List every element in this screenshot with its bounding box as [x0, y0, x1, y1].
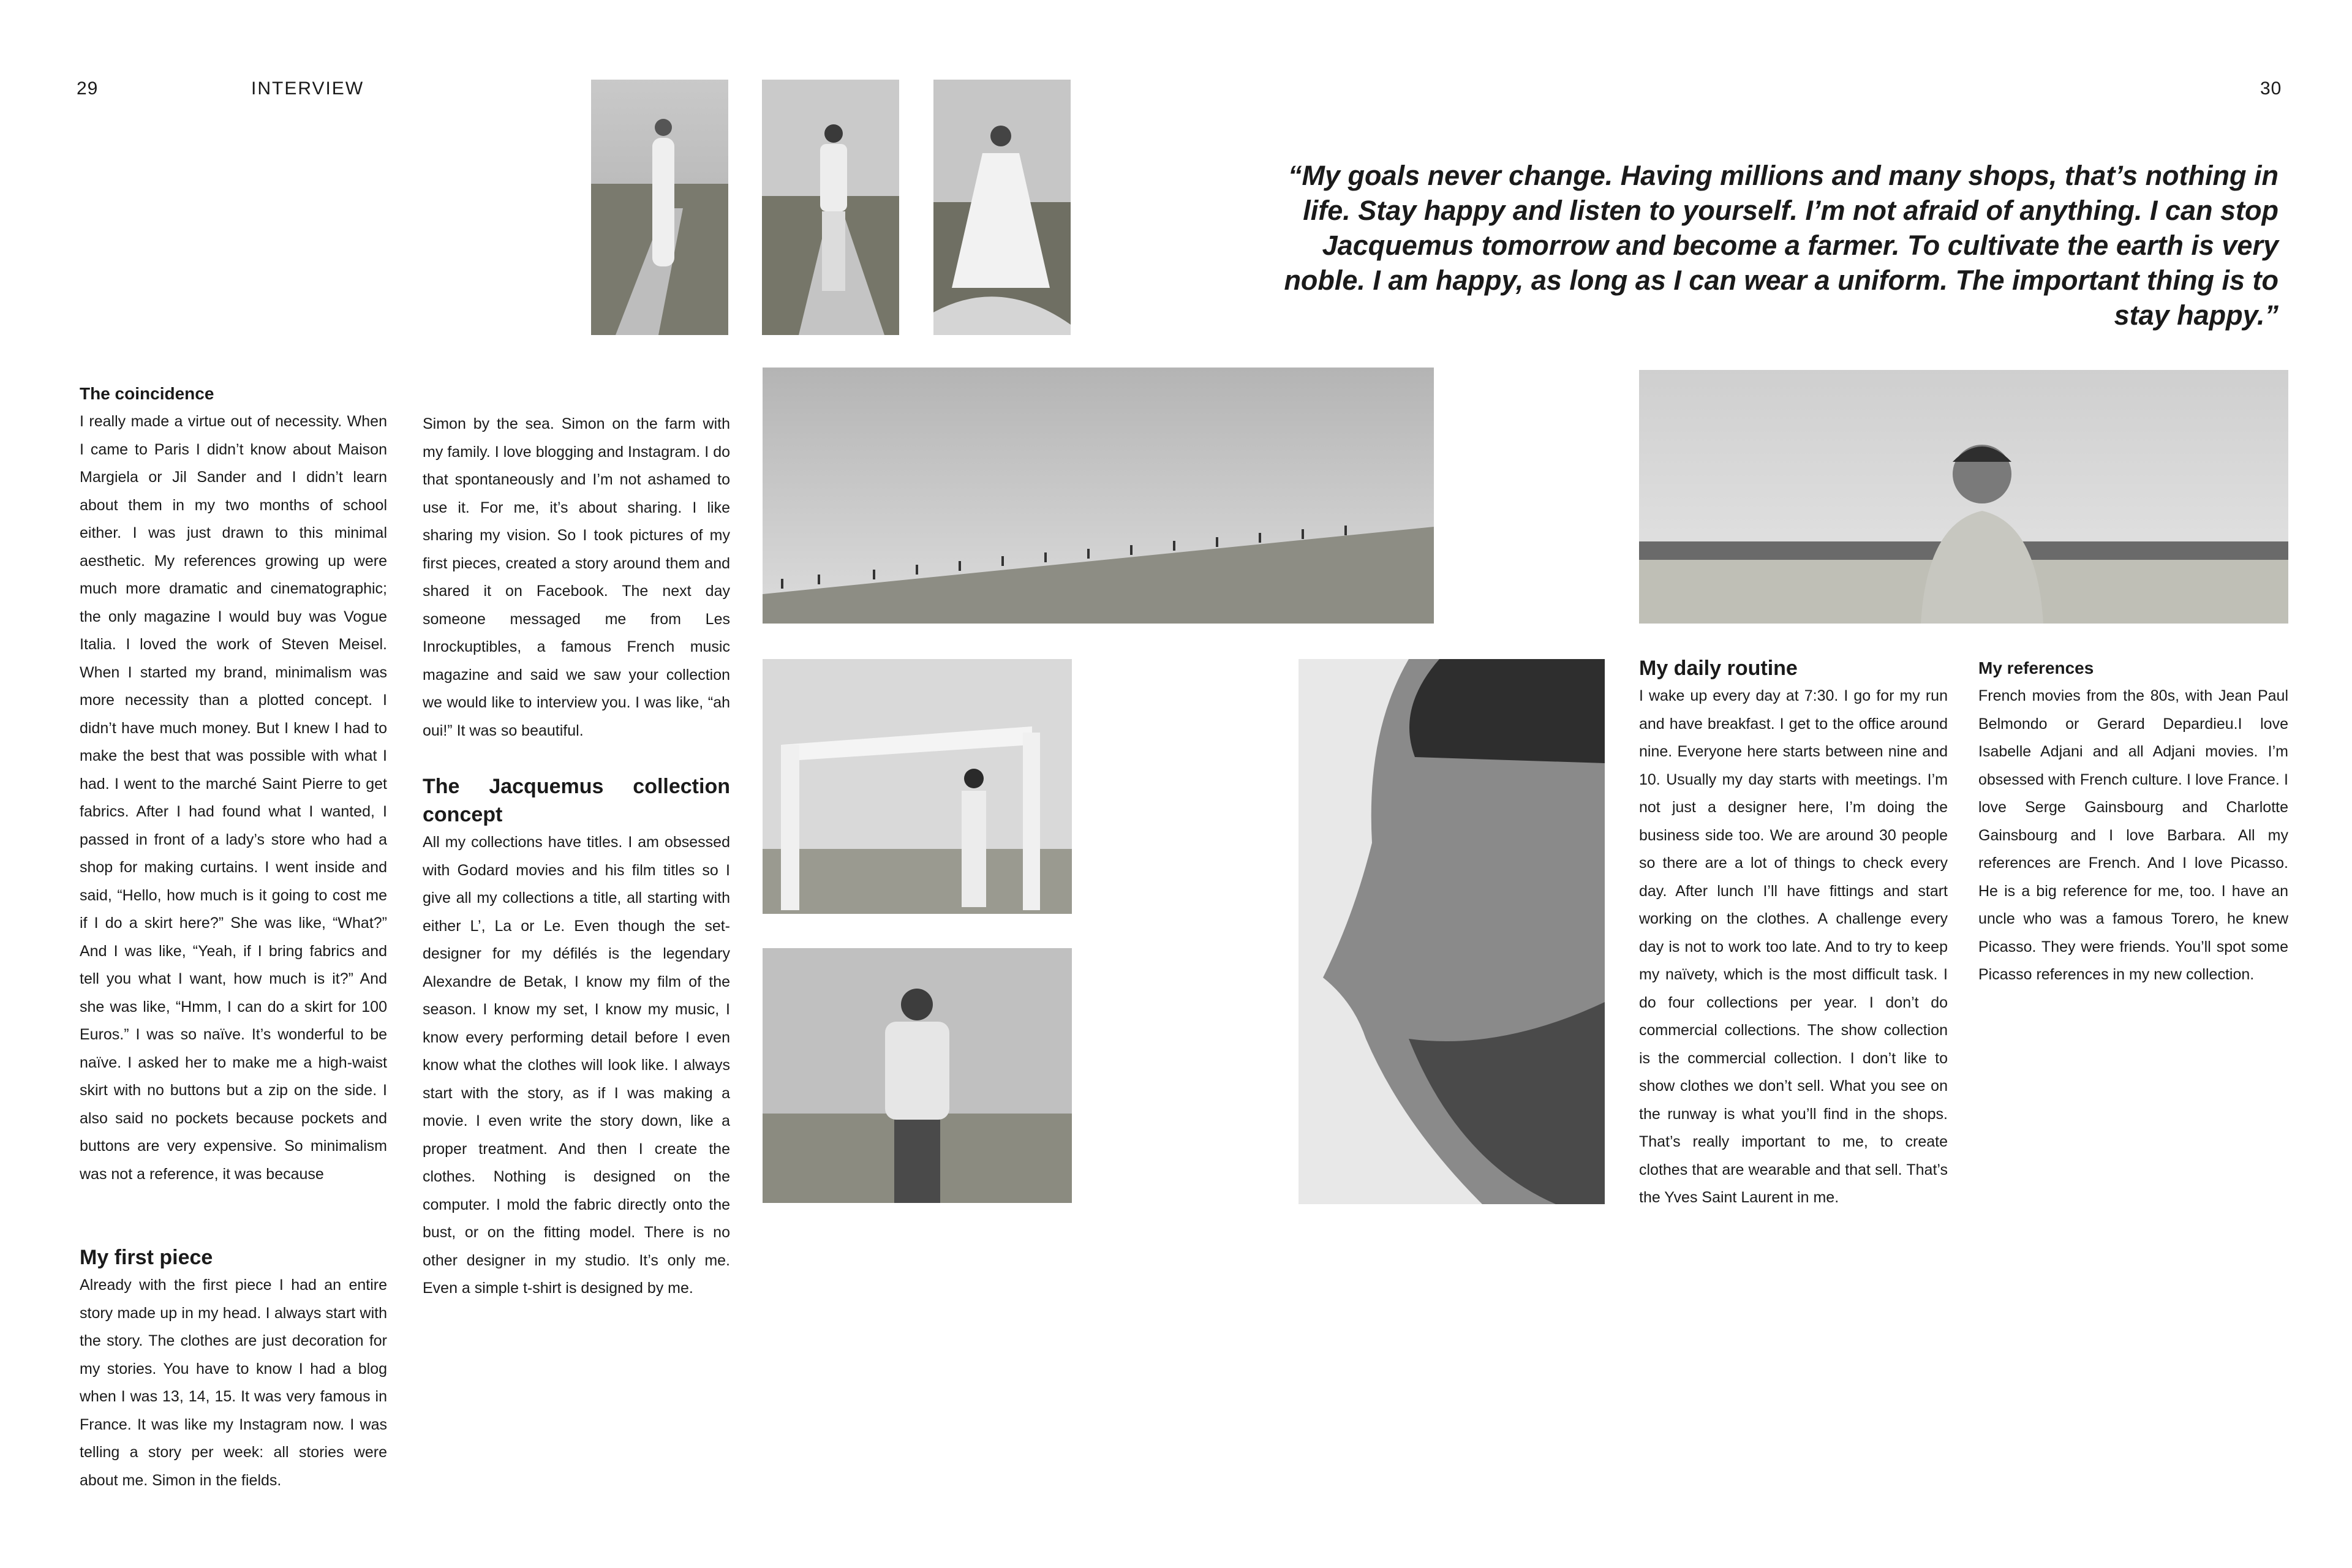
photo-landscape-models-line	[763, 368, 1434, 624]
text-daily-routine: I wake up every day at 7:30. I go for my run and have breakfast. I get to the office around nine. Everyone here starts between nine and 10. Usually my day starts with meetings. I’m not just a designer here, I’m doing the business side too. We are around 30 people so there are a lot of things to check every day. After lunch I’ll have fittings and start working on the clothes. A challenge every day is not to work too late. And to try to keep my naïvety, which is the most difficult task. I do four collections per year. I don’t do commercial collections. The show collection is the commercial collection. I don’t like to show clothes we don’t sell. What you see on the runway is what you’ll find in the shops. That’s really important to me, to create clothes that are wearable and that sell. That’s the Yves Saint Laurent in me.	[1639, 687, 1948, 1206]
text-blog-continuation: Simon by the sea. Simon on the farm with my family. I love blogging and Instagram. I do that spontaneously and I’m not ashamed to use it. For me, it’s about sharing. I like sharing my vision. So I took pictures of my first pieces, created a story around them and shared it on Facebook. The next day someone messaged me from Les Inrockuptibles, a famous French music magazine and said we saw your collection we would like to interview you. I was like, “ah oui!” It was so beautiful.	[423, 415, 730, 739]
photo-model-field-jacket	[763, 948, 1072, 1203]
page-number-right: 30	[2260, 78, 2282, 99]
heading-first-piece: My first piece	[80, 1246, 213, 1269]
heading-references: My references	[1978, 658, 2094, 677]
column-1-lower	[80, 1243, 387, 1494]
column-1	[80, 380, 387, 1188]
heading-coincidence: The coincidence	[80, 384, 214, 403]
photo-runway-model-shirt	[762, 80, 899, 335]
pull-quote: “My goals never change. Having millions and many shops, that’s nothing in life. Stay happy and listen to yourself. I’m not afraid of anything. I can stop Jacquemus tomorrow and become a farmer. To cultivate the earth is very noble. I am happy, as long as I can wear a uniform. The important thing is to stay happy.”	[1284, 160, 2278, 331]
photo-portrait-profile	[1298, 659, 1605, 1204]
heading-collection-concept: The Jacquemus collection concept	[423, 775, 730, 826]
page-number-left: 29	[77, 78, 99, 99]
photo-portrait-wheat-field	[1639, 370, 2288, 624]
column-2	[423, 410, 730, 1303]
text-references: French movies from the 80s, with Jean Paul Belmondo or Gerard Depardieu.I love Isabelle Adjani and all Adjani movies. I’m obsessed with French culture. I love France. I love Serge Gainsbourg and Charlotte Gainsbourg and I love Barbara. All my references are French. And I love Picasso. He is a big reference for me, too. I have an uncle who was a famous Torero, he knew Picasso. They were friends. You’ll spot some Picasso references in my new collection.	[1978, 687, 2288, 983]
photo-model-white-frame	[763, 659, 1072, 914]
section-label: INTERVIEW	[251, 78, 364, 99]
text-collection-concept: All my collections have titles. I am obsessed with Godard movies and his film titles so I give all my collections a title, all starting with either L’, La or Le. Even though the set-designer for my défilés is the legendary Alexandre de Betak, I know my film of the season. I know my set, I know my music, I know every performing detail before I even know what the clothes will look like. I always start with the story, as if I was making a movie. I even write the story down, like a proper treatment. And then I create the clothes. Nothing is designed on the computer. I mold the fabric directly onto the bust, or on the fitting model. There is no other designer in my studio. It’s only me. Even a simple t-shirt is designed by me.	[423, 834, 730, 1297]
photo-runway-model-long-dress	[933, 80, 1071, 335]
column-4	[1978, 654, 2288, 989]
text-first-piece: Already with the first piece I had an entire story made up in my head. I always start with the story. The clothes are just decoration for my stories. You have to know I had a blog when I was 13, 14, 15. It was very famous in France. It was like my Instagram now. I was telling a story per week: all stories were about me. Simon in the fields.	[80, 1276, 387, 1489]
photo-runway-model-dress	[591, 80, 728, 335]
heading-daily-routine: My daily routine	[1639, 657, 1798, 680]
column-3	[1639, 654, 1948, 1212]
text-coincidence: I really made a virtue out of necessity. When I came to Paris I didn’t know about Maison Margiela or Jil Sander and I didn’t learn about them in my two months of school either. I was just drawn to this minimal aesthetic. My references growing up were much more dramatic and cinematographic; the only magazine I would buy was Vogue Italia. I loved the work of Steven Meisel. When I started my brand, minimalism was more necessity than a plotted concept. I didn’t have much money. But I knew I had to make the best that was possible with what I had. I went to the marché Saint Pierre to get fabrics. After I had found what I wanted, I passed in front of a lady’s store who had a shop for making curtains. I went inside and said, “Hello, how much is it going to cost me if I do a skirt here?” She was like, “What?” And I was like, “Yeah, if I bring fabrics and tell you what I want, how much is it?” And she was like, “Hmm, I can do a skirt for 100 Euros.” I was so naïve. It’s wonderful to be naïve. I asked her to make me a high-waist skirt with no buttons but a zip on the side. I also said no pockets because pockets and buttons are very expensive. So minimalism was not a reference, it was because	[80, 413, 387, 1183]
